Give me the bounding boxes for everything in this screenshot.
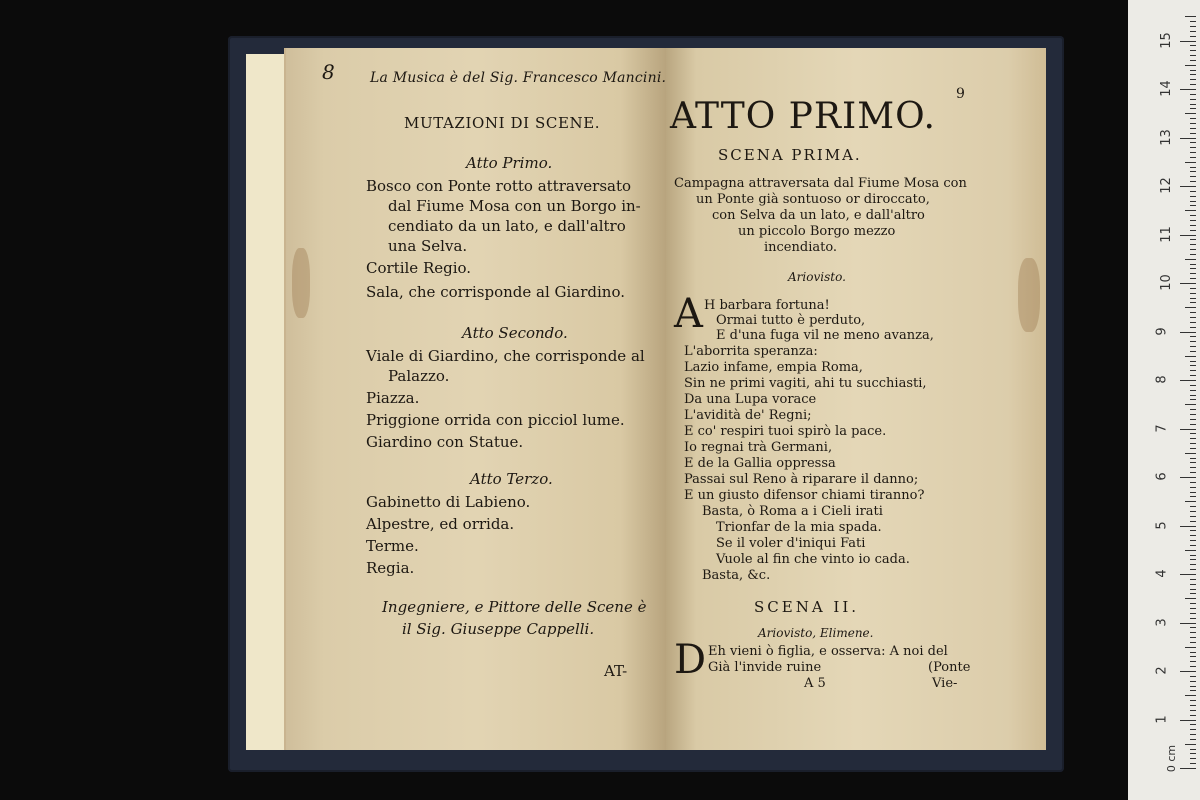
ruler-tick: [1190, 467, 1196, 468]
ruler-tick: [1190, 613, 1196, 614]
foxing-stain: [292, 248, 310, 318]
catchword: AT-: [604, 662, 628, 680]
ruler-tick: [1180, 429, 1196, 430]
ruler-tick: [1190, 390, 1196, 391]
verse-line: Passai sul Reno à riparare il danno;: [684, 472, 919, 487]
ruler-tick: [1185, 162, 1196, 163]
ruler-tick: [1190, 74, 1196, 75]
ruler-number: 8: [1154, 375, 1170, 384]
ruler-number: 12: [1158, 177, 1174, 194]
ruler-tick: [1190, 201, 1196, 202]
ruler-tick: [1190, 579, 1196, 580]
scene-title: SCENA PRIMA.: [718, 146, 862, 164]
act1-line: Sala, che corrisponde al Giardino.: [366, 283, 626, 301]
ruler-tick: [1185, 550, 1196, 551]
act2-line: Palazzo.: [388, 367, 450, 385]
speaker-name: Ariovisto.: [788, 270, 846, 284]
setting-line: un piccolo Borgo mezzo: [738, 224, 896, 239]
ruler-tick: [1190, 230, 1196, 231]
ruler-tick: [1190, 278, 1196, 279]
ruler-tick: [1190, 288, 1196, 289]
ruler-tick: [1190, 642, 1196, 643]
ruler-tick: [1190, 632, 1196, 633]
ruler-number: 6: [1154, 472, 1170, 481]
foxing-stain: [1018, 258, 1040, 332]
credit-line: il Sig. Giuseppe Cappelli.: [402, 620, 595, 638]
ruler-tick: [1190, 104, 1196, 105]
ruler-tick: [1190, 205, 1196, 206]
verse-line: Sin ne primi vagiti, ahi tu succhiasti,: [684, 376, 927, 391]
scene-changes-heading: MUTAZIONI DI SCENE.: [404, 114, 601, 132]
act2-line: Piazza.: [366, 389, 420, 407]
ruler-number: 13: [1158, 128, 1174, 146]
act1-line: Bosco con Ponte rotto attraversato: [366, 177, 632, 195]
ruler-number: 1: [1154, 714, 1170, 724]
ruler-tick: [1190, 652, 1196, 653]
act1-line: cendiato da un lato, e dall'altro: [388, 217, 626, 235]
ruler-tick: [1190, 637, 1196, 638]
ruler-tick: [1180, 720, 1196, 721]
ruler-tick: [1190, 128, 1196, 129]
ruler-tick: [1190, 167, 1196, 168]
ruler-tick: [1190, 99, 1196, 100]
ruler-tick: [1190, 45, 1196, 46]
ruler-tick: [1190, 462, 1196, 463]
ruler-tick: [1190, 225, 1196, 226]
ruler-tick: [1190, 521, 1196, 522]
dialogue-line: Già l'invide ruine: [708, 660, 822, 675]
ruler-tick: [1190, 739, 1196, 740]
ruler-tick: [1180, 186, 1196, 187]
ruler-tick: [1190, 443, 1196, 444]
ruler-tick: [1190, 94, 1196, 95]
verse-line: Io regnai trà Germani,: [684, 440, 833, 455]
ruler-tick: [1190, 220, 1196, 221]
ruler-tick: [1190, 79, 1196, 80]
ruler-tick: [1190, 322, 1196, 323]
ruler-tick: [1185, 647, 1196, 648]
ruler-tick: [1190, 133, 1196, 134]
running-head: La Musica è del Sig. Francesco Mancini.: [370, 70, 667, 86]
verse-line: Trionfar de la mia spada.: [716, 520, 882, 535]
ruler-tick: [1190, 302, 1196, 303]
setting-line: con Selva da un lato, e dall'altro: [712, 208, 925, 223]
ruler-tick: [1185, 453, 1196, 454]
ruler-tick: [1190, 147, 1196, 148]
setting-line: un Ponte già sontuoso or diroccato,: [696, 192, 930, 207]
catchword: Vie-: [932, 676, 958, 691]
ruler-tick: [1190, 298, 1196, 299]
act3-title: Atto Terzo.: [470, 470, 553, 488]
ruler-tick: [1190, 603, 1196, 604]
ruler-tick: [1190, 516, 1196, 517]
ruler-tick: [1190, 715, 1196, 716]
ruler-tick: [1190, 686, 1196, 687]
act1-line: Cortile Regio.: [366, 259, 472, 277]
dialogue-line: Eh vieni ò figlia, e osserva: A noi del: [708, 644, 948, 659]
act1-line: una Selva.: [388, 237, 468, 255]
ruler-tick: [1190, 60, 1196, 61]
ruler-tick: [1190, 196, 1196, 197]
act3-line: Terme.: [366, 537, 419, 555]
verse-line: L'avidità de' Regni;: [684, 408, 812, 423]
ruler-tick: [1190, 317, 1196, 318]
act3-line: Gabinetto di Labieno.: [366, 493, 531, 511]
ruler-tick: [1180, 768, 1196, 769]
ruler-tick: [1190, 656, 1196, 657]
ruler-tick: [1190, 254, 1196, 255]
ruler-tick: [1190, 361, 1196, 362]
ruler-tick: [1190, 666, 1196, 667]
ruler-tick: [1190, 293, 1196, 294]
ruler-tick: [1190, 661, 1196, 662]
setting-line: Campagna attraversata dal Fiume Mosa con: [674, 176, 967, 191]
ruler-tick: [1190, 530, 1196, 531]
ruler-tick: [1190, 700, 1196, 701]
act2-title: Atto Secondo.: [462, 324, 568, 342]
ruler-tick: [1190, 593, 1196, 594]
drop-cap: D: [674, 637, 707, 683]
ruler-tick: [1190, 108, 1196, 109]
ruler-tick: [1190, 487, 1196, 488]
verse-line: E co' respiri tuoi spirò la pace.: [684, 424, 887, 439]
ruler-tick: [1185, 113, 1196, 114]
ruler-tick: [1190, 763, 1196, 764]
verse-line: L'aborrita speranza:: [684, 344, 818, 359]
ruler-tick: [1190, 50, 1196, 51]
scene-title: SCENA II.: [754, 598, 860, 616]
ruler-unit-label: 0 cm: [1165, 744, 1179, 773]
ruler-tick: [1190, 31, 1196, 32]
ruler-tick: [1190, 118, 1196, 119]
ruler-tick: [1190, 705, 1196, 706]
ruler-tick: [1190, 569, 1196, 570]
ruler-tick: [1190, 472, 1196, 473]
ruler-tick: [1190, 753, 1196, 754]
act3-line: Regia.: [366, 559, 415, 577]
ruler-tick: [1190, 511, 1196, 512]
ruler-tick: [1190, 676, 1196, 677]
credit-line: Ingegniere, e Pittore delle Scene è: [382, 598, 647, 616]
ruler-tick: [1185, 356, 1196, 357]
ruler-number: 15: [1158, 31, 1174, 49]
signature-mark: A 5: [804, 676, 826, 691]
ruler-tick: [1190, 157, 1196, 158]
verse-line: Ormai tutto è perduto,: [716, 313, 866, 328]
verse-line: E de la Gallia oppressa: [684, 456, 836, 471]
page-number: 9: [956, 86, 965, 102]
ruler-tick: [1190, 249, 1196, 250]
ruler-tick: [1190, 496, 1196, 497]
ruler-tick: [1180, 332, 1196, 333]
act3-line: Alpestre, ed orrida.: [366, 515, 515, 533]
ruler-tick: [1190, 618, 1196, 619]
ruler-tick: [1190, 273, 1196, 274]
ruler-tick: [1190, 351, 1196, 352]
ruler-tick: [1180, 380, 1196, 381]
ruler-tick: [1180, 671, 1196, 672]
ruler-tick: [1190, 327, 1196, 328]
right-page: [666, 48, 1046, 750]
ruler-number: 3: [1154, 617, 1170, 627]
ruler-tick: [1185, 16, 1196, 17]
ruler-number: 9: [1154, 326, 1170, 336]
ruler-tick: [1190, 336, 1196, 337]
ruler-tick: [1190, 458, 1196, 459]
ruler-tick: [1190, 584, 1196, 585]
ruler-tick: [1180, 89, 1196, 90]
ruler-tick: [1190, 395, 1196, 396]
verse-line: H barbara fortuna!: [704, 298, 830, 313]
act2-line: Giardino con Statue.: [366, 433, 524, 451]
ruler-tick: [1190, 191, 1196, 192]
act-heading: ATTO PRIMO.: [670, 96, 936, 137]
ruler-tick: [1190, 346, 1196, 347]
ruler-number: 14: [1158, 80, 1174, 97]
ruler-tick: [1190, 171, 1196, 172]
ruler-tick: [1190, 176, 1196, 177]
ruler-tick: [1185, 501, 1196, 502]
act2-line: Viale di Giardino, che corrisponde al: [366, 347, 645, 365]
ruler-number: 11: [1158, 225, 1174, 243]
ruler-tick: [1190, 84, 1196, 85]
ruler-number: 5: [1154, 520, 1170, 530]
ruler-tick: [1180, 283, 1196, 284]
ruler-number: 10: [1158, 274, 1174, 291]
ruler-tick: [1190, 559, 1196, 560]
ruler-tick: [1190, 555, 1196, 556]
setting-line: incendiato.: [764, 240, 838, 255]
ruler-number: 7: [1154, 423, 1170, 433]
ruler-tick: [1190, 564, 1196, 565]
ruler-tick: [1190, 409, 1196, 410]
verse-line: Lazio infame, empia Roma,: [684, 360, 863, 375]
speaker-name: Ariovisto, Elimene.: [758, 626, 874, 640]
ruler-tick: [1180, 574, 1196, 575]
ruler-tick: [1190, 540, 1196, 541]
ruler-tick: [1190, 312, 1196, 313]
measurement-ruler: [1128, 0, 1200, 800]
ruler-tick: [1190, 492, 1196, 493]
ruler-tick: [1190, 239, 1196, 240]
ruler-tick: [1190, 690, 1196, 691]
ruler-tick: [1180, 623, 1196, 624]
verse-line: Vuole al fin che vinto io cada.: [716, 552, 910, 567]
ruler-tick: [1190, 419, 1196, 420]
ruler-tick: [1190, 123, 1196, 124]
act1-line: dal Fiume Mosa con un Borgo in-: [388, 197, 641, 215]
ruler-tick: [1185, 65, 1196, 66]
ruler-tick: [1190, 152, 1196, 153]
ruler-tick: [1180, 235, 1196, 236]
verse-line: E d'una fuga vil ne meno avanza,: [716, 328, 934, 343]
ruler-tick: [1190, 710, 1196, 711]
ruler-tick: [1190, 589, 1196, 590]
ruler-tick: [1190, 758, 1196, 759]
ruler-tick: [1190, 370, 1196, 371]
ruler-tick: [1190, 535, 1196, 536]
ruler-tick: [1190, 385, 1196, 386]
verse-line: Se il voler d'iniqui Fati: [716, 536, 866, 551]
ruler-tick: [1190, 399, 1196, 400]
ruler-tick: [1180, 477, 1196, 478]
ruler-tick: [1180, 41, 1196, 42]
act2-line: Priggione orrida con picciol lume.: [366, 411, 625, 429]
ruler-tick: [1190, 729, 1196, 730]
ruler-tick: [1190, 21, 1196, 22]
ruler-tick: [1185, 744, 1196, 745]
ruler-tick: [1190, 749, 1196, 750]
verse-line: Basta, ò Roma a i Cieli irati: [702, 504, 883, 519]
ruler-tick: [1190, 724, 1196, 725]
ruler-tick: [1185, 259, 1196, 260]
ruler-tick: [1190, 375, 1196, 376]
ruler-tick: [1190, 365, 1196, 366]
ruler-tick: [1190, 438, 1196, 439]
ruler-tick: [1190, 448, 1196, 449]
ruler-tick: [1190, 681, 1196, 682]
ruler-tick: [1185, 404, 1196, 405]
ruler-tick: [1190, 36, 1196, 37]
ruler-tick: [1185, 598, 1196, 599]
ruler-tick: [1190, 55, 1196, 56]
drop-cap: A: [674, 291, 703, 337]
ruler-tick: [1190, 424, 1196, 425]
ruler-number: 4: [1154, 569, 1170, 578]
ruler-tick: [1190, 181, 1196, 182]
ruler-number: 2: [1154, 666, 1170, 675]
verse-line: Da una Lupa vorace: [684, 392, 817, 407]
left-page: [284, 48, 666, 750]
ruler-tick: [1190, 506, 1196, 507]
ruler-tick: [1190, 545, 1196, 546]
ruler-tick: [1190, 268, 1196, 269]
act1-title: Atto Primo.: [466, 154, 553, 172]
ruler-tick: [1190, 215, 1196, 216]
ruler-tick: [1190, 244, 1196, 245]
ruler-tick: [1180, 526, 1196, 527]
ruler-tick: [1185, 695, 1196, 696]
ruler-tick: [1190, 608, 1196, 609]
ruler-tick: [1180, 138, 1196, 139]
ruler-tick: [1190, 734, 1196, 735]
ruler-tick: [1190, 142, 1196, 143]
ruler-tick: [1190, 26, 1196, 27]
ruler-tick: [1190, 482, 1196, 483]
ruler-tick: [1190, 433, 1196, 434]
ruler-tick: [1185, 307, 1196, 308]
ruler-tick: [1190, 627, 1196, 628]
ruler-tick: [1190, 341, 1196, 342]
ruler-tick: [1185, 210, 1196, 211]
ruler-tick: [1190, 70, 1196, 71]
ruler-tick: [1190, 264, 1196, 265]
verse-line: E un giusto difensor chiami tiranno?: [684, 488, 925, 503]
ruler-tick: [1190, 414, 1196, 415]
verse-line: Basta, &c.: [702, 568, 771, 583]
page-number: 8: [322, 60, 335, 84]
dialogue-tail: (Ponte: [928, 660, 971, 675]
